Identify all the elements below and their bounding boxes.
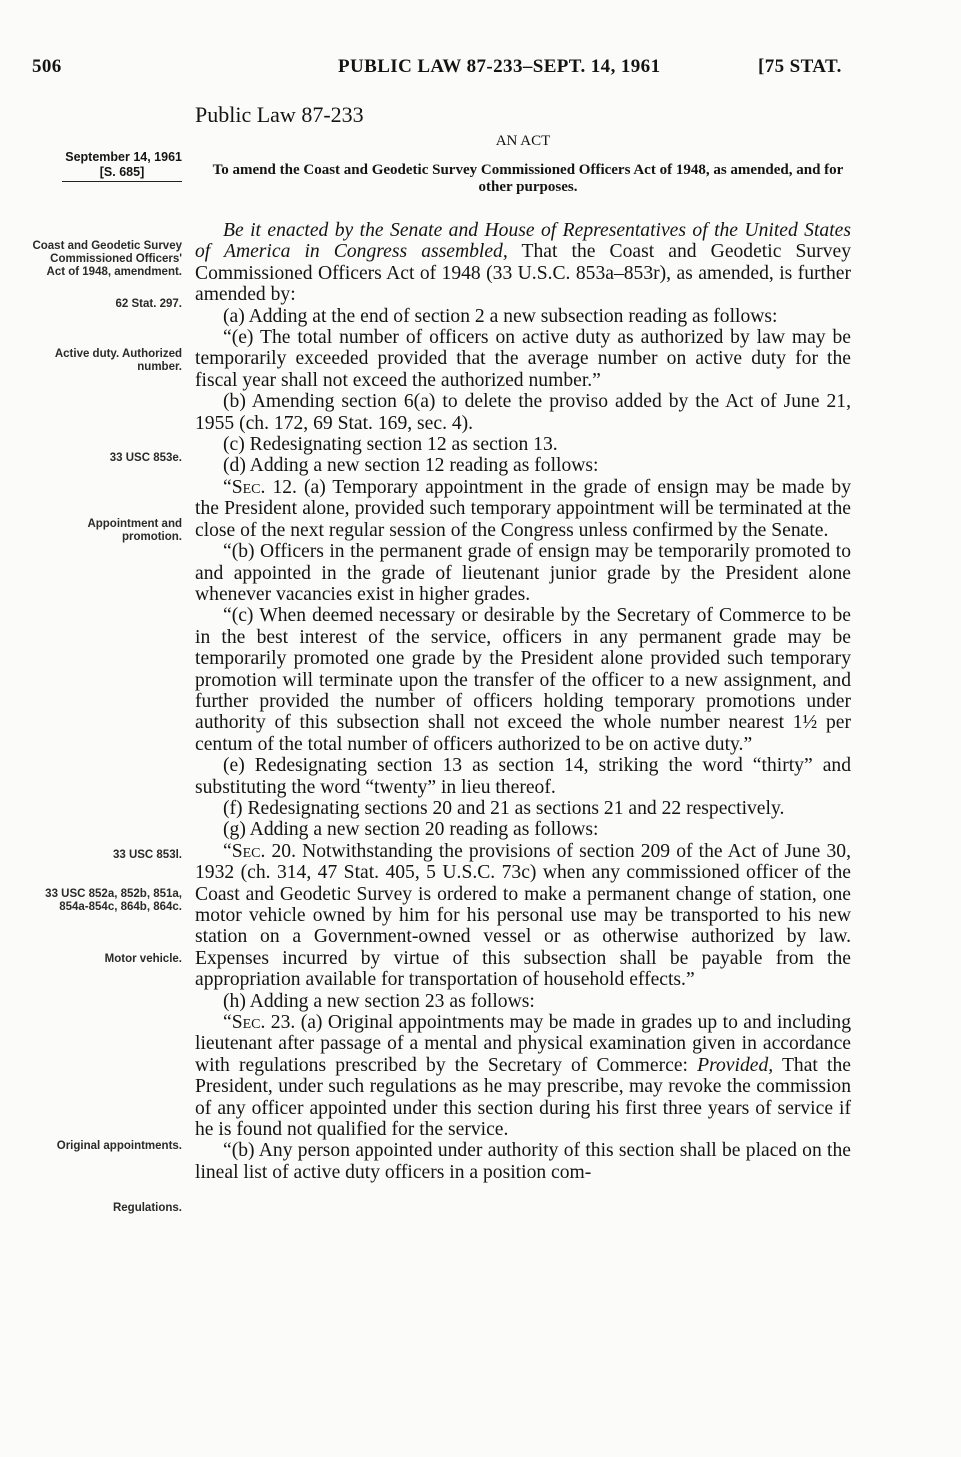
enacting-clause [195, 220, 851, 306]
amendment-b: (b) Amending section 6(a) to delete the proviso added by the Act of June 21, 1955 (ch. 172, 69 Stat. 169, sec. 4). [195, 391, 851, 434]
law-date: September 14, 1961 [65, 150, 182, 164]
margin-note-33usc853e: 33 USC 853e. [109, 452, 182, 464]
section-20-label: Sec. [231, 840, 266, 862]
section-12-label: Sec. [231, 476, 266, 498]
section-23-open-quote: “ [223, 1012, 232, 1034]
page-number: 506 [32, 56, 62, 77]
margin-note-33usc852a: 33 USC 852a, 852b, 851a, 854a-854c, 864b, 864c. [45, 888, 182, 913]
running-title: PUBLIC LAW 87-233–SEPT. 14, 1961 [338, 56, 661, 77]
amendment-e: (e) Redesignating section 13 as section 14, striking the word “thirty” and substituting the word “twenty” in lieu thereof. [195, 755, 851, 798]
section-20-open-quote: “ [223, 840, 232, 862]
section-23-a-text-1: 23. (a) Original appointments may be made in grades up to and including lieutenant after passage of a mental and physical examination given in accordance with regulations prescribed by the Secretary of Commerce: [195, 1012, 851, 1076]
section-23-a [195, 1012, 851, 1140]
margin-note-motor-vehicle: Motor vehicle. [104, 953, 182, 965]
margin-note-stat: 62 Stat. 297. [115, 298, 182, 310]
section-12-a-text: 12. (a) Temporary appointment in the grade of ensign may be made by the President alone, provided such temporary appointment will be terminated at the close of the next regular session of the Congress unless confirmed by the Senate. [195, 476, 851, 541]
section-20 [195, 841, 851, 991]
amendment-a-quote: “(e) The total number of officers on active duty as authorized by law may be temporarily exceeded provided that the average number on active duty for the fiscal year shall not exceed the authorized number.” [195, 327, 851, 391]
amendment-d: (d) Adding a new section 12 reading as follows: [223, 455, 599, 477]
law-title: Public Law 87-233 [195, 102, 364, 127]
section-12-open-quote: “ [223, 476, 232, 498]
margin-note-original-appointments: Original appointments. [56, 1140, 182, 1152]
section-23-label: Sec. [231, 1012, 266, 1034]
bill-number: [S. 685] [62, 165, 182, 182]
amendment-c: (c) Redesignating section 12 as section 13. [223, 434, 558, 456]
bill-number-wrap [30, 165, 182, 182]
margin-note-coast-act: Coast and Geodetic Survey Commissioned Officers' Act of 1948, amendment. [32, 240, 182, 278]
section-12-a [195, 477, 851, 541]
volume-reference: [75 STAT. [758, 56, 842, 77]
margin-note-33usc853l: 33 USC 853l. [112, 849, 182, 861]
amendment-g: (g) Adding a new section 20 reading as follows: [223, 819, 599, 841]
enacting-clause-text: That the Coast and Geodetic Survey Commissioned Officers Act of 1948 (33 U.S.C. 853a–853r), as amended, is further amended by: [195, 241, 851, 306]
section-23-provided: Provided, [697, 1054, 774, 1076]
section-23-a-text-2: That the President, under such regulations as he may prescribe, may revoke the commission of any officer appointed under this section during his first three years of service if he is found not qualified for the service. [195, 1054, 851, 1141]
section-20-text: 20. Notwithstanding the provisions of section 209 of the Act of June 30, 1932 (ch. 314, 47 Stat. 405, 5 U.S.C. 73c) when any commissioned officer of the Coast and Geodetic Survey is ordered to make a permanent change of station, one motor vehicle owned by him for his personal use may be transported to his new station on a Government-owned vessel or as otherwise authorized by law. Expenses incurred by virtue of this subsection shall be payable from the appropriation available for transportation of household effects.” [195, 840, 851, 991]
section-12-b: “(b) Officers in the permanent grade of ensign may be temporarily promoted to and appointed in the grade of lieutenant junior grade by the President alone whenever vacancies exist in higher grades. [195, 541, 851, 605]
section-12-c: “(c) When deemed necessary or desirable by the Secretary of Commerce to be in the best interest of the service, officers in any permanent grade may be temporarily promoted one grade by the President alone provided such temporary promotion will terminate upon the transfer of the officer to a new assignment, and further provided the number of officers holding temporary promotions under authority of this subsection shall not exceed the whole number nearest 1½ per centum of the total number of officers authorized to be on active duty.” [195, 605, 851, 755]
margin-note-regulations: Regulations. [112, 1202, 182, 1214]
amendment-f: (f) Redesignating sections 20 and 21 as sections 21 and 22 respectively. [223, 797, 785, 819]
margin-note-active-duty: Active duty. Authorized number. [54, 348, 182, 373]
act-label: AN ACT [495, 133, 551, 149]
section-23-b: “(b) Any person appointed under authority of this section shall be placed on the lineal list of active duty officers in a position com- [195, 1140, 851, 1183]
margin-note-appointment: Appointment and promotion. [87, 518, 182, 543]
act-purpose: To amend the Coast and Geodetic Survey Commissioned Officers Act of 1948, as amended, and for other purposes. [212, 162, 844, 195]
enacting-clause-italic: Be it enacted by the Senate and House of Representatives of the United States of America in Congress assembled, [195, 220, 851, 263]
amendment-a: (a) Adding at the end of section 2 a new subsection reading as follows: [223, 305, 778, 327]
amendment-h: (h) Adding a new section 23 as follows: [223, 990, 535, 1012]
act-body [195, 220, 851, 1183]
